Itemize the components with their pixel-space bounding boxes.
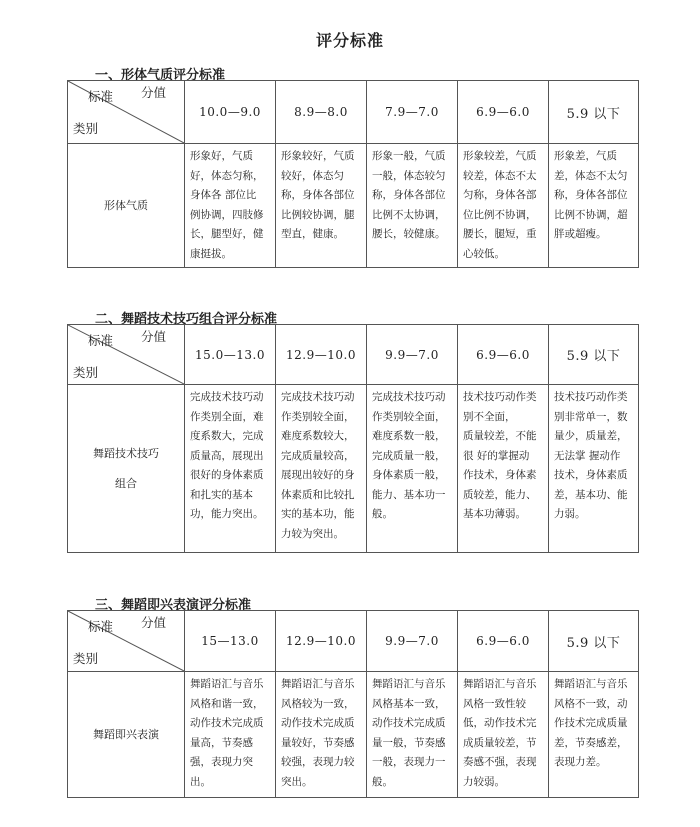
category-cell: 舞蹈技术技巧 组合 — [68, 385, 185, 553]
header-category-label: 类别 — [73, 651, 99, 666]
score-range-2: 12.9—10.0 — [276, 325, 367, 385]
description-cell: 舞蹈语汇与音乐 风格基本一致， 动作技术完成质 量一般，节奏感 一般，表现力一 般。 — [367, 672, 458, 798]
score-range-3: 9.9—7.0 — [367, 325, 458, 385]
diagonal-header-cell — [68, 611, 185, 672]
score-range-2: 8.9—8.0 — [276, 81, 367, 144]
score-range-2: 12.9—10.0 — [276, 611, 367, 672]
description-cell: 形象差，气质 差，体态不太匀 称，身体各部位 比例不协调，超 胖或超瘦。 — [549, 144, 639, 268]
description-cell: 完成技术技巧动 作类别全面，难 度系数大，完成 质量高，展现出 很好的身体素质 和扎实的基本 功，能力突出。 — [185, 385, 276, 553]
table-header-row — [68, 325, 639, 385]
category-cell: 形体气质 — [68, 144, 185, 268]
score-range-1: 10.0—9.0 — [185, 81, 276, 144]
description-cell: 形象一般，气质 一般，体态较匀 称，身体各部位 比例不太协调， 腰长，较健康。 — [367, 144, 458, 268]
score-range-1: 15—13.0 — [185, 611, 276, 672]
description-cell: 舞蹈语汇与音乐 风格和谐一致， 动作技术完成质 量高，节奏感 强，表现力突 出。 — [185, 672, 276, 798]
header-standard-label: 标准 — [88, 619, 114, 634]
score-range-3: 9.9—7.0 — [367, 611, 458, 672]
table-row — [68, 144, 639, 268]
score-range-4: 6.9—6.0 — [458, 611, 549, 672]
table-row — [68, 672, 639, 798]
table-header-row — [68, 611, 639, 672]
score-range-3: 7.9—7.0 — [367, 81, 458, 144]
category-cell: 舞蹈即兴表演 — [68, 672, 185, 798]
table-technique — [67, 324, 639, 553]
score-range-5: 5.9 以下 — [549, 611, 639, 672]
description-cell: 完成技术技巧动 作类别较全面， 难度系数一般， 完成质量一般， 身体素质一般， 能力、基本功一 般。 — [367, 385, 458, 553]
header-score-label: 分值 — [141, 615, 167, 630]
section-title-improvisation: 三、舞蹈即兴表演评分标准 — [95, 598, 252, 613]
description-cell: 形象好，气质 好，体态匀称， 身体各 部位比 例协调，四肢修 长，腿型好，健 康挺拔。 — [185, 144, 276, 268]
header-category-label: 类别 — [73, 121, 99, 136]
description-cell: 完成技术技巧动 作类别较全面， 难度系数较大， 完成质量较高， 展现出较好的身 体素质和比较扎 实的基本功，能 力较为突出。 — [276, 385, 367, 553]
section-title-physique: 一、形体气质评分标准 — [95, 68, 226, 83]
section-title-technique: 二、舞蹈技术技巧组合评分标准 — [95, 312, 278, 327]
description-cell: 舞蹈语汇与音乐 风格不一致，动 作技术完成质量 差，节奏感差， 表现力差。 — [549, 672, 639, 798]
score-range-5: 5.9 以下 — [549, 81, 639, 144]
header-score-label: 分值 — [141, 329, 167, 344]
description-cell: 舞蹈语汇与音乐 风格一致性较 低，动作技术完 成质量较差，节 奏感不强，表现 力较弱。 — [458, 672, 549, 798]
score-range-1: 15.0—13.0 — [185, 325, 276, 385]
table-improvisation — [67, 610, 639, 798]
table-row — [68, 385, 639, 553]
description-cell: 形象较好，气质 较好，体态匀 称，身体各部位 比例较协调，腿 型直，健康。 — [276, 144, 367, 268]
description-cell: 技术技巧动作类 别非常单一，数 量少，质量差， 无法掌 握动作 技术，身体素质 差，基本功、能 力弱。 — [549, 385, 639, 553]
diagonal-header-cell — [68, 81, 185, 144]
header-standard-label: 标准 — [88, 333, 114, 348]
description-cell: 形象较差，气质 较差，体态不太 匀称，身体各部 位比例不协调， 腰长，腿短，重 心较低。 — [458, 144, 549, 268]
table-header-row — [68, 81, 639, 144]
table-physique — [67, 80, 639, 268]
score-range-4: 6.9—6.0 — [458, 325, 549, 385]
page-title: 评分标准 — [315, 31, 384, 50]
description-cell: 舞蹈语汇与音乐 风格较为一致， 动作技术完成质 量较好，节奏感 较强，表现力较 突出。 — [276, 672, 367, 798]
score-range-5: 5.9 以下 — [549, 325, 639, 385]
header-score-label: 分值 — [141, 85, 167, 100]
diagonal-header-cell — [68, 325, 185, 385]
score-range-4: 6.9—6.0 — [458, 81, 549, 144]
header-standard-label: 标准 — [88, 89, 114, 104]
header-category-label: 类别 — [73, 365, 99, 380]
description-cell: 技术技巧动作类 别不全面， 质量较差，不能 很 好的掌握动 作技术，身体素 质较差，能力、 基本功薄弱。 — [458, 385, 549, 553]
